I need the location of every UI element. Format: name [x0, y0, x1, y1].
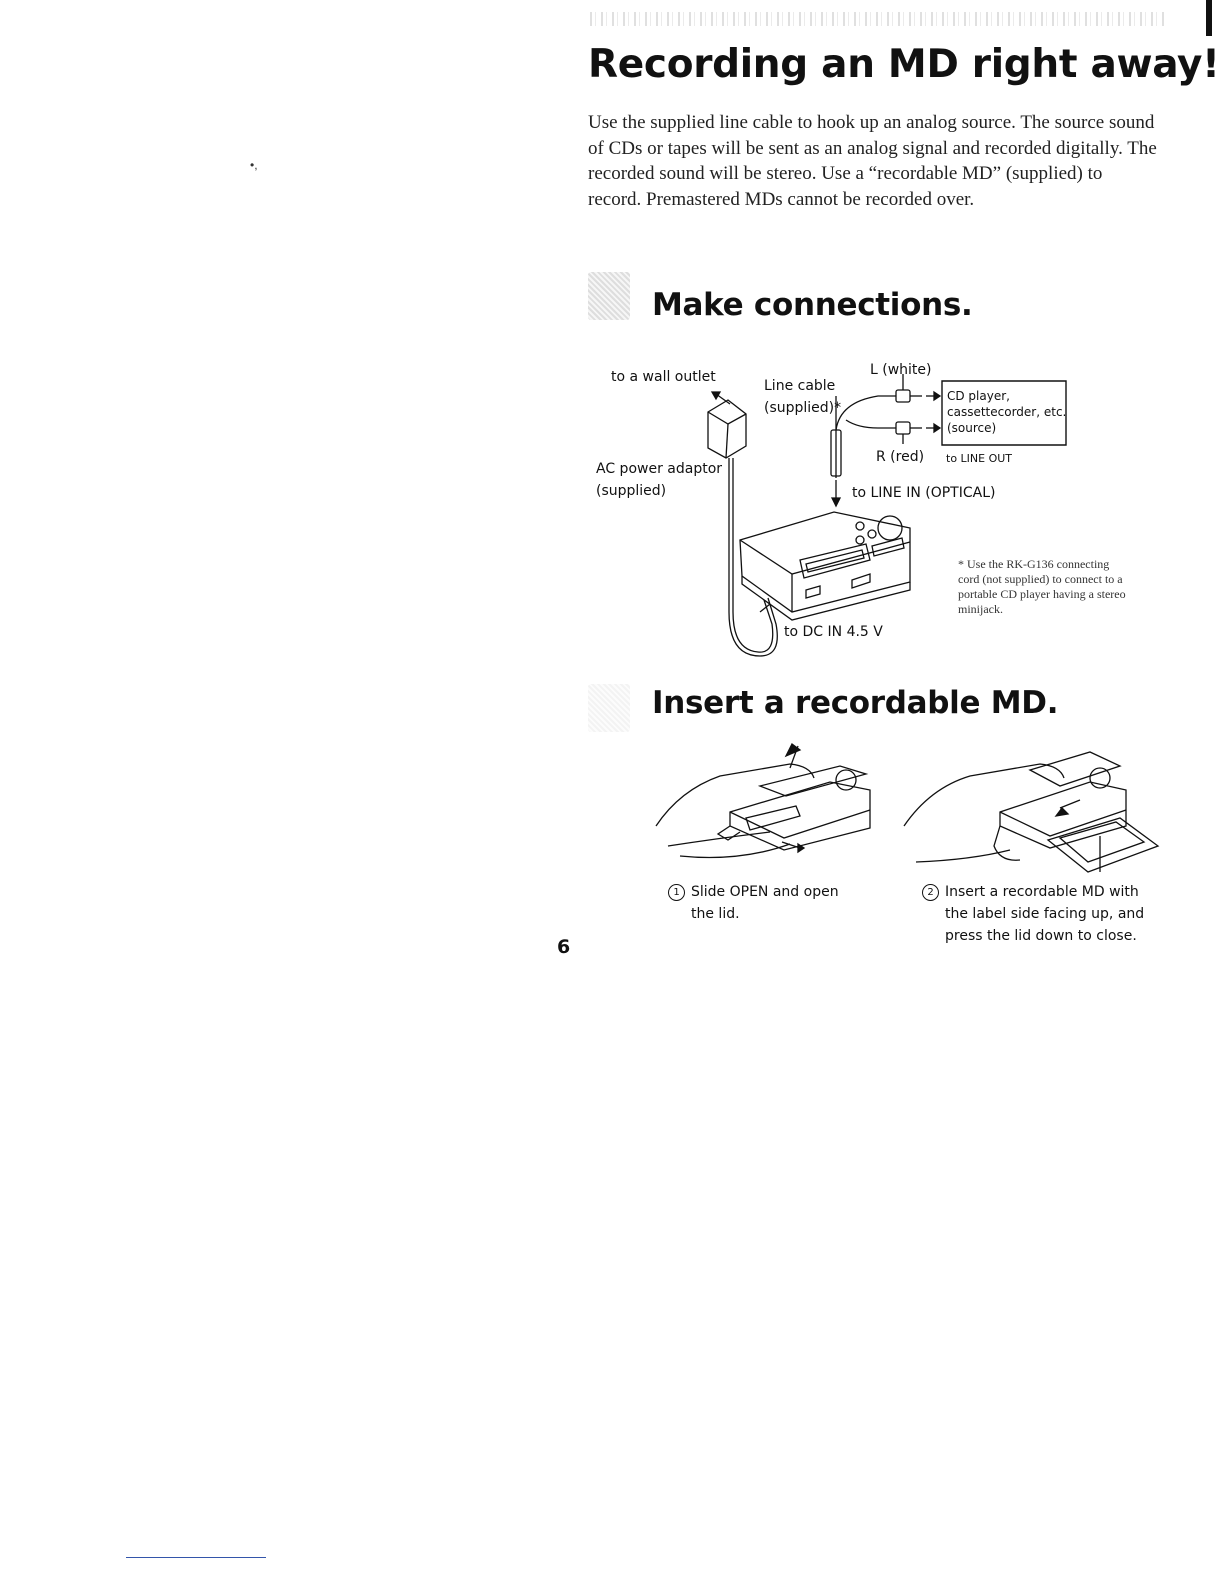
label-line-in: to LINE IN (OPTICAL) — [852, 485, 996, 501]
label-l-white: L (white) — [870, 362, 932, 378]
label-ac-supplied: (supplied) — [596, 483, 667, 499]
label-line-cable: Line cable — [764, 378, 836, 394]
label-source-line-1: CD player, — [947, 389, 1010, 403]
label-r-red: R (red) — [876, 449, 925, 465]
label-dc-in: to DC IN 4.5 V — [784, 624, 883, 640]
open-lid-illustration — [656, 744, 870, 858]
label-wall-outlet: to a wall outlet — [611, 369, 716, 385]
footer-rule — [126, 1557, 266, 1558]
label-line-cable-supplied: (supplied)* — [764, 400, 842, 416]
caption-step-2-1 — [668, 881, 858, 925]
step-2-marker — [588, 684, 630, 732]
caption-step-2-2 — [922, 881, 1152, 947]
ac-adaptor-icon — [708, 400, 746, 458]
line-cable — [831, 374, 940, 486]
label-source-line-2: cassettecorder, etc. — [947, 405, 1067, 419]
page-number: 6 — [557, 936, 571, 958]
label-line-out: to LINE OUT — [946, 452, 1013, 465]
caption-number: 2 — [922, 884, 939, 901]
label-ac-adaptor: AC power adaptor — [596, 461, 723, 477]
insert-md-illustration — [904, 752, 1158, 872]
intro-paragraph: Use the supplied line cable to hook up an analog source. The source sound of CDs or tapes will be sent as an analog signal and recorded digitally. The recorded sound will be stereo. Use a “recordable MD” (supplied) to record. Premastered MDs cannot be recorded over. — [588, 112, 1157, 210]
page-title: Recording an MD right away! — [588, 42, 1220, 87]
caption-text: Slide OPEN and open the lid. — [691, 884, 839, 922]
step-1-heading: Make connections. — [652, 287, 973, 323]
dc-cable — [733, 458, 773, 652]
cable-footnote: * Use the RK-G136 connecting cord (not supplied) to connect to a portable CD player having a stereo minijack. — [958, 557, 1126, 616]
caption-text: Insert a recordable MD with the label side facing up, and press the lid down to close. — [945, 884, 1145, 944]
scan-speck: •, — [250, 158, 258, 172]
caption-number: 1 — [668, 884, 685, 901]
step-2-heading: Insert a recordable MD. — [652, 685, 1059, 721]
label-source-line-3: (source) — [947, 421, 997, 435]
